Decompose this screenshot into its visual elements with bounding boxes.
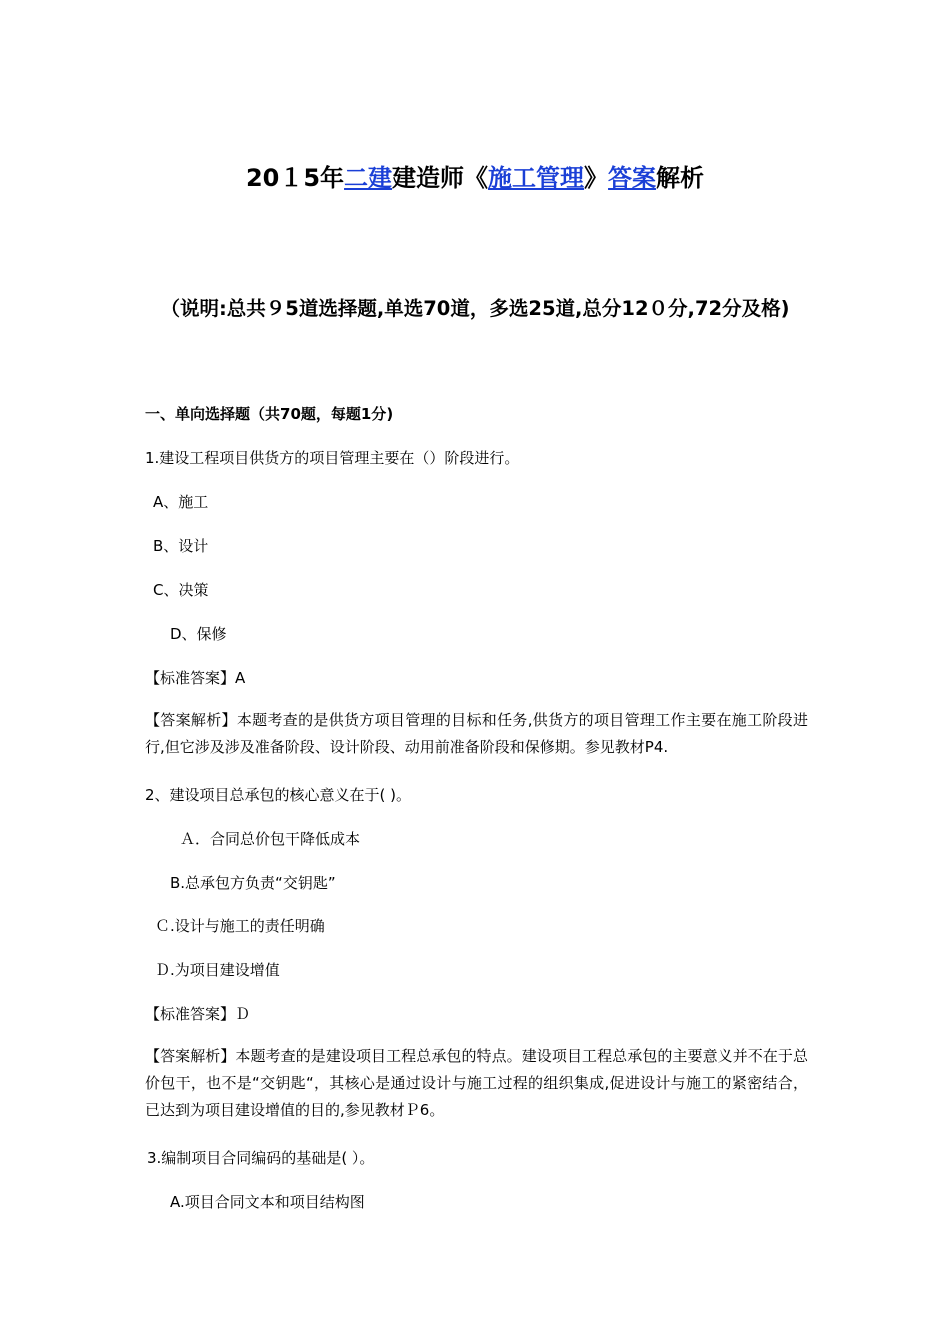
q1-option-c: C、决策 (153, 581, 209, 599)
q1-option-b: B、设计 (153, 537, 209, 555)
title-link-daan[interactable]: 答案 (608, 164, 657, 192)
title-link-erjian[interactable]: 二建 (344, 164, 393, 192)
q1-analysis: 【答案解析】本题考查的是供货方项目管理的目标和任务,供货方的项目管理工作主要在施工阶段进行,但它涉及涉及准备阶段、设计阶段、动用前准备阶段和保修期。参见教材P4. (145, 711, 808, 756)
title-mid2: 》 (584, 164, 609, 192)
q2-option-c: Ｃ.设计与施工的责任明确 (155, 917, 325, 935)
q2-option-a: Ａ．合同总价包干降低成本 (180, 830, 361, 848)
title-prefix: 20１5年 (245, 164, 345, 192)
q3-option-a: A.项目合同文本和项目结构图 (170, 1193, 365, 1211)
title-link-shigongguanli[interactable]: 施工管理 (488, 164, 585, 192)
q2-option-d: Ｄ.为项目建设增值 (155, 961, 280, 979)
q1-answer: 【标准答案】A (145, 669, 246, 687)
title-mid1: 建造师《 (392, 164, 489, 192)
q2-stem: 2、建设项目总承包的核心意义在于( )。 (145, 786, 412, 804)
q2-answer: 【标准答案】Ｄ (145, 1005, 251, 1023)
section-heading: 一、单向选择题（共70题，每题1分) (145, 405, 394, 423)
q3-stem: 3.编制项目合同编码的基础是( ）。 (147, 1149, 375, 1167)
exam-description: （说明:总共９5道选择题,单选70道，多选25道,总分12０分,72分及格) (160, 297, 790, 320)
q1-option-d: D、保修 (170, 625, 227, 643)
q2-analysis: 【答案解析】本题考查的是建设项目工程总承包的特点。建设项目工程总承包的主要意义并不在于总价包干，也不是“交钥匙“，其核心是通过设计与施工过程的组织集成,促进设计与施工的紧密结合，已达到为项目建设增值的目的,参见教材Ｐ6。 (145, 1047, 808, 1119)
title-suffix: 解析 (656, 164, 705, 192)
document-title (0, 158, 950, 198)
q1-option-a: A、施工 (153, 493, 209, 511)
q1-stem: 1.建设工程项目供货方的项目管理主要在（）阶段进行。 (145, 449, 520, 467)
q2-option-b: B.总承包方负责“交钥匙” (170, 874, 336, 892)
